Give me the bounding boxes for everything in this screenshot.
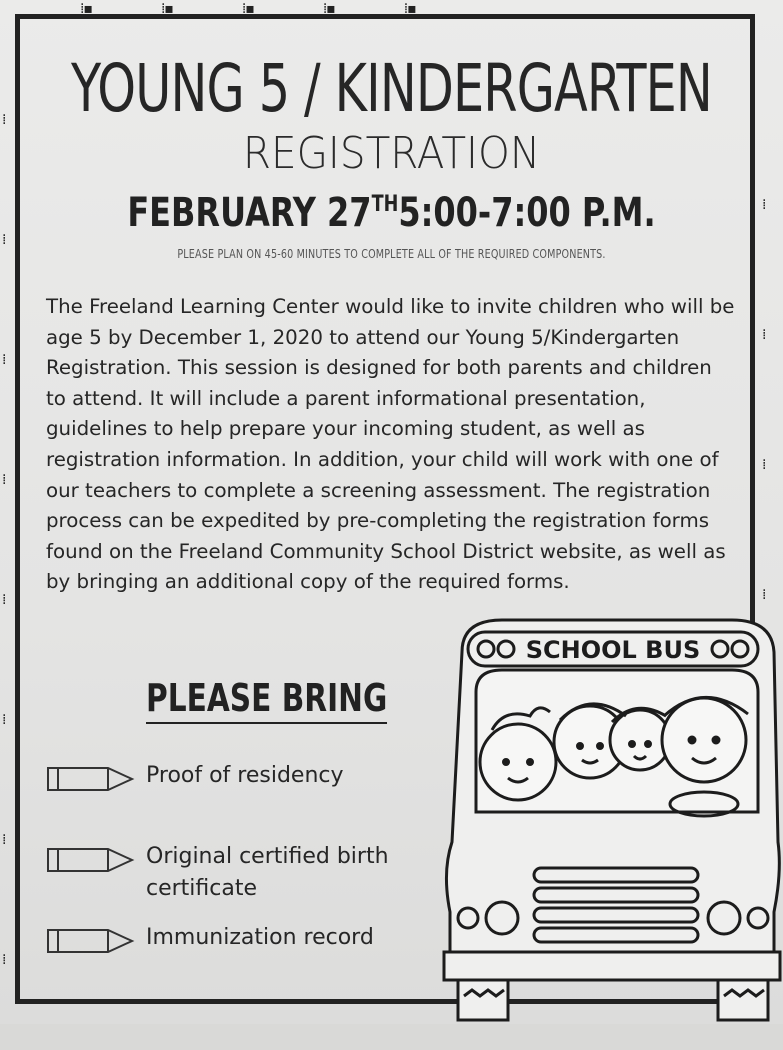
flyer-subtitle: REGISTRATION: [242, 128, 541, 179]
item-proof-of-residency: Proof of residency: [146, 763, 344, 788]
item-immunization-record: Immunization record: [146, 925, 374, 950]
pencil-icon: [46, 766, 136, 792]
border-dots-top: ⁞▪ ⁞▪ ⁞▪ ⁞▪ ⁞▪: [80, 1, 416, 17]
event-date: [78, 190, 704, 236]
bus-sign-text: SCHOOL BUS: [525, 636, 701, 664]
school-bus-illustration: [442, 612, 783, 1022]
border-dots-left: ⁞ ⁞ ⁞ ⁞ ⁞ ⁞ ⁞ ⁞: [2, 112, 6, 968]
pencil-icon: [46, 847, 136, 873]
event-date-day: FEBRUARY 27: [127, 190, 372, 236]
time-note: PLEASE PLAN ON 45-60 MINUTES TO COMPLETE ALL OF THE REQUIRED COMPONENTS.: [177, 247, 606, 261]
border-dots-right: ⁞ ⁞ ⁞ ⁞: [762, 197, 766, 603]
flyer-title: YOUNG 5 / KINDERGARTEN: [71, 50, 712, 127]
invitation-paragraph: The Freeland Learning Center would like to invite children who will be age 5 by December 1, 2020 to attend our Young 5/Kindergarten Registration. This session is designed for both parents and children to attend. It will include a parent informational presentation, guidelines to help prepare your incoming student, as well as registration information. In addition, your child will work with one of our teachers to complete a screening assessment. The registration process can be expedited by pre-completing the registration forms found on the Freeland Community School District website, as well as by bringing an additional copy of the required forms.: [46, 295, 735, 594]
event-date-suffix: TH: [371, 192, 399, 217]
event-time: 5:00-7:00 P.M.: [398, 190, 656, 236]
please-bring-heading: PLEASE BRING: [146, 676, 387, 724]
item-birth-certificate: Original certified birth certificate: [146, 844, 389, 901]
pencil-icon: [46, 928, 136, 954]
